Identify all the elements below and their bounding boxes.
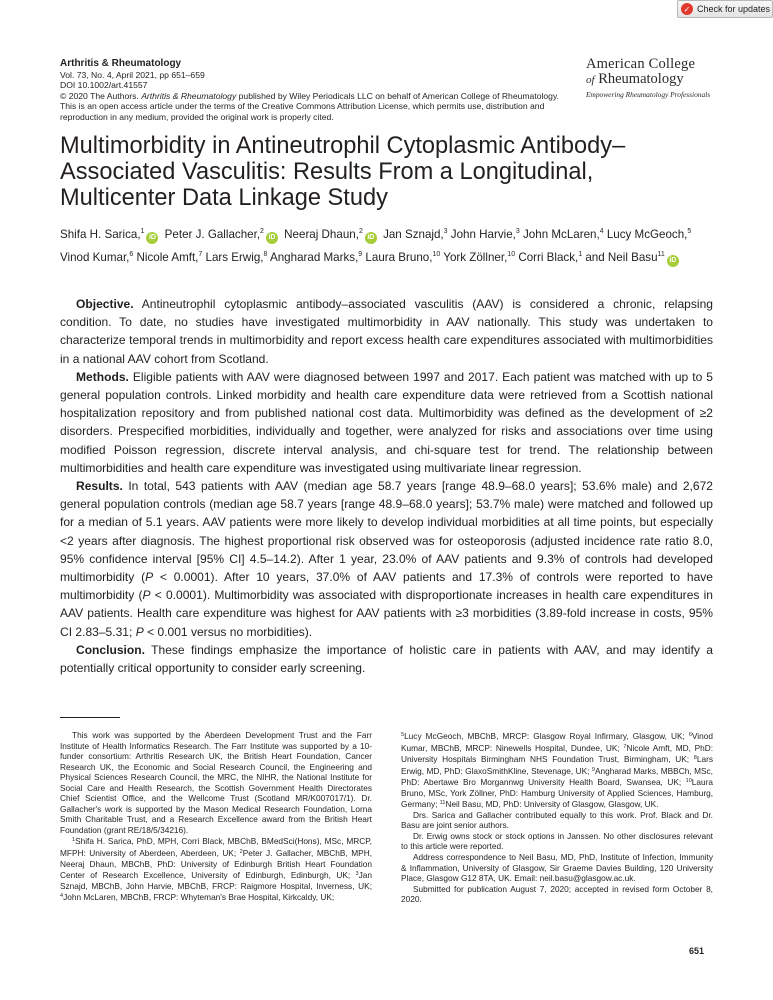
author-name: Jan Sznajd,	[379, 228, 444, 241]
author-affiliation-number: 10	[432, 250, 441, 258]
journal-name: Arthritis & Rheumatology	[60, 58, 182, 69]
author-name: and Neil Basu	[582, 250, 658, 264]
logo-line-1: American College	[586, 56, 696, 72]
author-name: Peter J. Gallacher,	[161, 228, 261, 241]
affiliations-left: $^1$Shifa H. Sarica, PhD, MPH, Corri Black, MBChB, BMedSci(Hons), MSc, MRCP, MFPH: University of Aberdeen, Aberdeen, UK; $^2$Peter J. Gallacher, MBChB, MPH, Neeraj Dhaun, MBChB, PhD: University of Edinburgh British Heart Foundation Center of Research Excellence, University of Edinburgh, Edinburgh, UK; $^3$Jan Sznajd, MBChB, John Harvie, MBChB, FRCP: Raigmore Hospital, Inverness, UK; $^4$John McLaren, MBChB, FRCP: Whyteman's Brae Hospital, Kirkcaldy, UK;	[60, 836, 372, 903]
page-number: 651	[689, 946, 705, 956]
check-for-updates-button[interactable]	[677, 0, 773, 18]
funding-note: This work was supported by the Aberdeen Development Trust and the Farr Institute of Health Informatics Research. The Farr Institute was supported by a 10-funder consortium: Arthritis Research UK, the British Heart Foundation, Cancer Research UK, the Economic and Social Research Council, the Engineering and Physical Sciences Research Council, the MRC, the NIHR, the National Institute for Social Care and Health Research, the Scottish Government Health Directorates Chief Scientist Office, and the Wellcome Trust (Scotland MR/K007017/1). Dr. Gallacher's work is supported by the Mason Medical Research Foundation, Lorna Smith Charitable Trust, and a Research Excellence award from the British Heart Foundation (grant RE/18/5/34216).	[60, 730, 372, 835]
check-for-updates-icon: ✓	[681, 3, 693, 15]
license-line-1: This is an open access article under the terms of the Creative Commons Attribution License, which permits use, distribution and	[60, 101, 545, 112]
orcid-icon[interactable]: iD	[365, 232, 377, 244]
acr-logo	[586, 57, 716, 99]
volume-line: Vol. 73, No. 4, April 2021, pp 651–659	[60, 70, 205, 80]
author-name: John McLaren,	[519, 228, 600, 241]
author-name: Neeraj Dhaun,	[280, 228, 359, 241]
abstract-conclusion: Conclusion. These findings emphasize the importance of holistic care in patients with AAV, and may identify a potentially critical opportunity to consider early screening.	[60, 642, 713, 676]
equal-contribution-note: Drs. Sarica and Gallacher contributed equally to this work. Prof. Black and Dr. Basu are joint senior authors.	[401, 809, 713, 831]
author-name: Shifa H. Sarica,	[60, 228, 141, 241]
author-name: Vinod Kumar,	[60, 250, 130, 264]
abstract-objective: Objective. Antineutrophil cytoplasmic antibody–associated vasculitis (AAV) is considered a chronic, relapsing condition. To date, no studies have investigated multimorbidity in AAV nationally. This study was undertaken to characterize temporal trends in multimorbidity and report excess health care expenditures associated with multimorbidities in a national AAV cohort from Scotland.	[60, 297, 713, 366]
journal-header	[60, 58, 560, 122]
logo-tagline: Empowering Rheumatology Professionals	[586, 90, 711, 99]
logo-line-2: of Rheumatology	[586, 71, 684, 87]
author-affiliation-number: 1	[578, 250, 583, 258]
author-name: Lucy McGeoch,	[603, 228, 688, 241]
author-affiliation-number: 3	[515, 228, 520, 235]
author-affiliation-number: 1	[140, 228, 145, 235]
abstract-methods: Methods. Eligible patients with AAV were diagnosed between 1997 and 2017. Each patient was matched with up to 5 general population controls. Linked morbidity and health care expenditure data were retrieved from a Scottish national hospitalization repository and from published national cost data. Multimorbidity was defined as the development of ≥2 disorders. Prespecified morbidities, individually and together, were analyzed for risks and associations over time using modified Poisson regression, discrete interval analysis, and chi-square test for trend. The relationship between multimorbidities and health care expenditure was investigated using multivariate linear regression.	[60, 369, 713, 475]
footnote-divider	[60, 717, 120, 718]
author-affiliation-number: 2	[260, 228, 264, 235]
correspondence-note: Address correspondence to Neil Basu, MD, PhD, Institute of Infection, Immunity & Inflammation, University of Glasgow, Sir Graeme Davies Building, 120 University Place, Glasgow G12 8TA, UK. Email: neil.basu@glasgow.ac.uk.	[401, 852, 713, 884]
author-affiliation-number: 10	[507, 250, 516, 258]
author-affiliation-number: 8	[263, 250, 268, 258]
author-affiliation-number: 9	[358, 250, 363, 258]
author-name: Nicole Amft,	[133, 250, 199, 264]
author-affiliation-number: 11	[657, 250, 665, 258]
author-name: Laura Bruno,	[362, 250, 433, 264]
orcid-icon[interactable]: iD	[667, 255, 679, 267]
footnotes-left	[60, 730, 372, 903]
author-name: York Zöllner,	[440, 250, 508, 264]
doi: DOI 10.1002/art.41557	[60, 80, 148, 91]
author-name: Angharad Marks,	[267, 250, 359, 264]
author-affiliation-number: 4	[599, 228, 604, 235]
author-affiliation-number: 5	[687, 228, 692, 235]
abstract	[60, 295, 713, 677]
author-name: Corri Black,	[515, 250, 579, 264]
author-affiliation-number: 3	[443, 228, 448, 235]
check-for-updates-label: Check for updates	[697, 4, 771, 14]
license-line-2: reproduction in any medium, provided the original work is properly cited.	[60, 111, 334, 122]
author-name: John Harvie,	[447, 228, 516, 241]
author-name: Lars Erwig,	[202, 250, 264, 264]
author-affiliation-number: 6	[129, 250, 134, 258]
author-affiliation-number: 7	[198, 250, 203, 258]
submission-note: Submitted for publication August 7, 2020; accepted in revised form October 8, 2020.	[401, 883, 713, 905]
abstract-results: Results. In total, 543 patients with AAV (median age 58.7 years [range 48.9–68.0 years]; 53.6% male) and 2,672 general population controls (median age 58.7 years [range 48.9–68.0 years]; 53.7% male) were matched and followed up for a median of 5.1 years. AAV patients were more likely to develop individual morbidities at all time points, but especially <2 years after diagnosis. The highest proportional risk observed was for osteoporosis (adjusted incidence rate ratio 8.0, 95% confidence interval [95% CI] 4.5–14.2). After 1 year, 23.0% of AAV patients and 9.3% of controls had developed multimorbidity (P < 0.0001). After 10 years, 37.0% of AAV patients and 17.3% of controls were reported to have multimorbidity (P < 0.0001). Multimorbidity was associated with disproportionate increases in health care expenditures in AAV patients. Health care expenditure was highest for AAV patients with ≥3 morbidities (3.89-fold increase in costs, 95% CI 2.83–5.31; P < 0.001 versus no morbidities).	[60, 479, 713, 639]
article-title: Multimorbidity in Antineutrophil Cytoplasmic Antibody–Associated Vasculitis: Results From a Longitudinal, Multicenter Data Linkage Study	[60, 133, 626, 211]
author-affiliation-number: 2	[358, 228, 363, 235]
orcid-icon[interactable]: iD	[266, 232, 278, 244]
copyright-line: © 2020 The Authors. Arthritis & Rheumatology published by Wiley Periodicals LLC on behalf of American College of Rheumatology.	[60, 90, 560, 101]
disclosure-note: Dr. Erwig owns stock or stock options in Janssen. No other disclosures relevant to this article were reported.	[401, 830, 713, 852]
orcid-icon[interactable]: iD	[146, 232, 158, 244]
author-list	[60, 222, 720, 267]
affiliations-right: $^5$Lucy McGeoch, MBChB, MRCP: Glasgow Royal Infirmary, Glasgow, UK; $^6$Vinod Kumar, MBChB, MRCP: Ninewells Hospital, Dundee, UK; $^7$Nicole Amft, MD, PhD: University Hospitals Birmingham NHS Foundation Trust, Birmingham, UK; $^8$Lars Erwig, MD, PhD: GlaxoSmithKline, Stevenage, UK; $^9$Angharad Marks, MBBCh, MSc, PhD: Abertawe Bro Morgannwg University Health Board, Swansea, UK; $^{10}$Laura Bruno, MSc, York Zöllner, PhD: Hamburg University of Applied Sciences, Hamburg, Germany; $^{11}$Neil Basu, MD, PhD: University of Glasgow, Glasgow, UK.	[401, 731, 714, 810]
footnotes-right	[401, 730, 713, 905]
